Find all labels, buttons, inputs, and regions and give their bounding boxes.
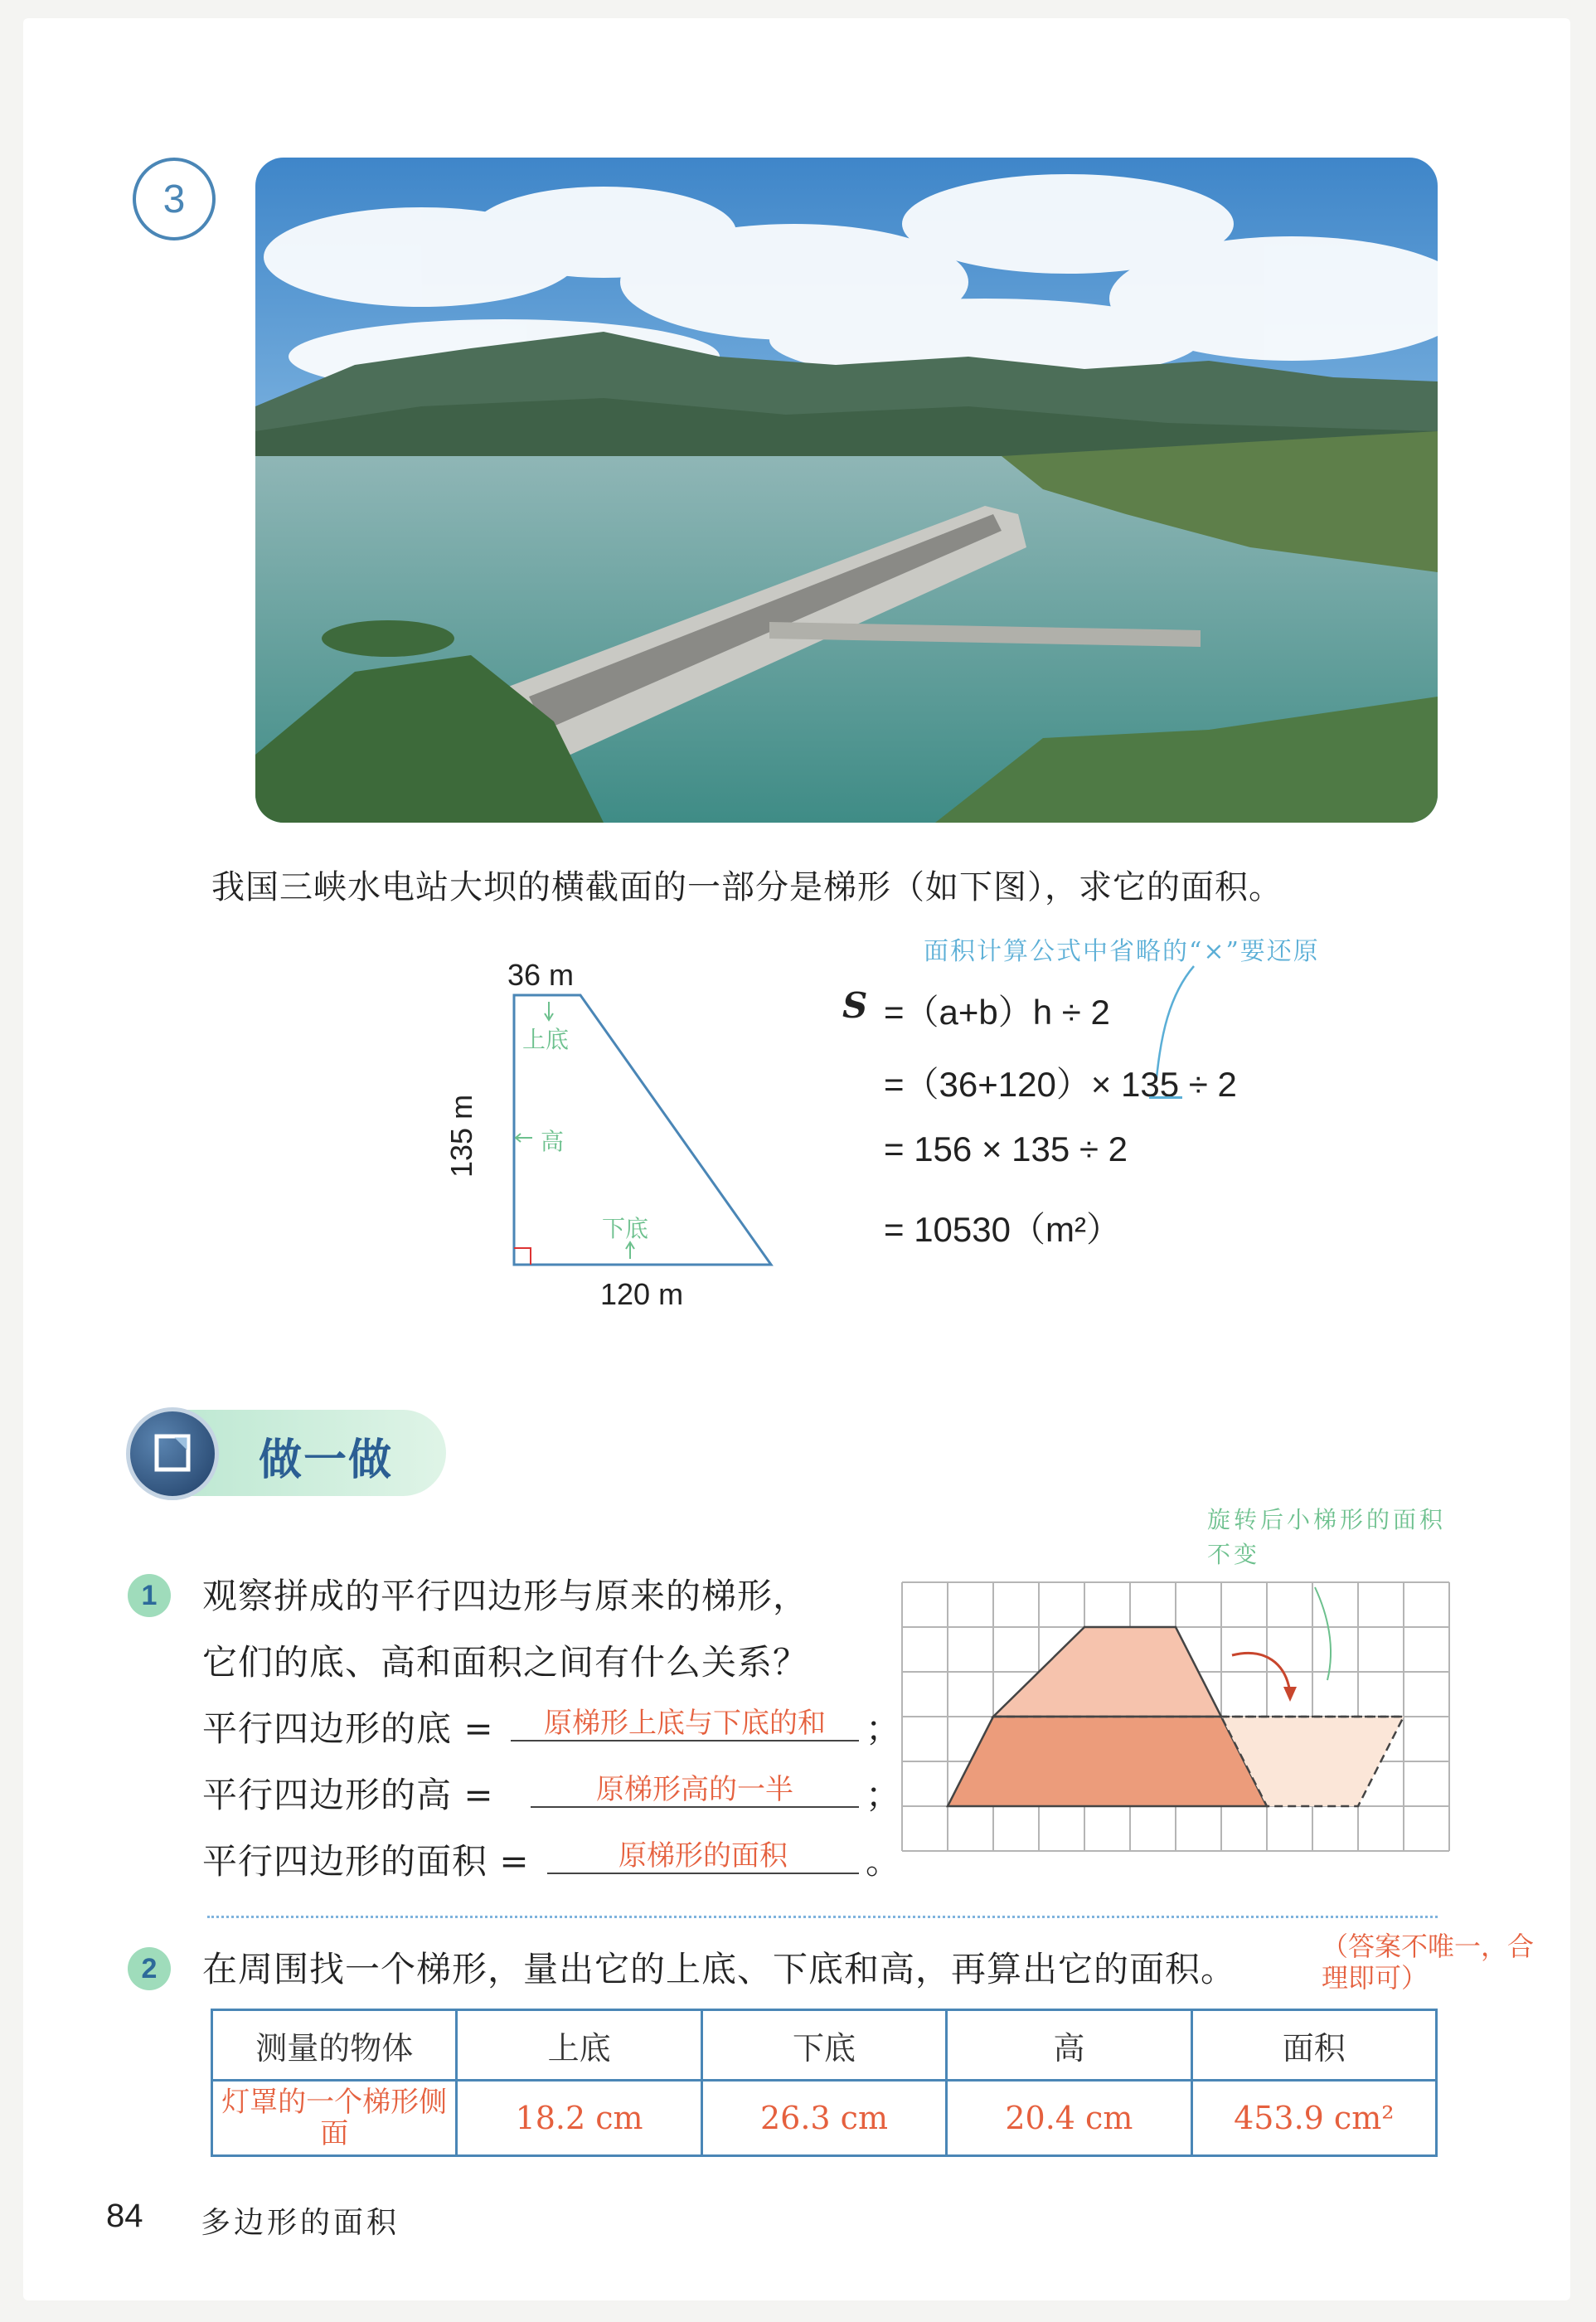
- formula-line-4: = 10530（m²）: [884, 1210, 1121, 1249]
- header-bottom-base: 下底: [701, 2010, 946, 2081]
- top-base-label: 36 m: [507, 958, 575, 992]
- cell-area: 453.9 cm²: [1191, 2081, 1436, 2156]
- q1-height-blank: [531, 1766, 859, 1808]
- formula-line-3: = 156 × 135 ÷ 2: [884, 1129, 1128, 1168]
- q1-area-answer: 原梯形的面积: [619, 1839, 788, 1873]
- dotted-separator: [207, 1916, 1438, 1918]
- height-label: 135 m: [444, 1094, 478, 1178]
- cell-top-base: 18.2 cm: [457, 2081, 701, 2156]
- grid-note: 旋转后小梯形的面积不变: [1207, 1506, 1447, 1568]
- header-object: 测量的物体: [212, 2010, 457, 2081]
- question-1-number: 1: [128, 1574, 171, 1617]
- header-top-base: 上底: [457, 2010, 701, 2081]
- formula-s: S: [842, 985, 868, 1026]
- q1-line-2: 它们的底、高和面积之间有什么关系？: [202, 1642, 809, 1683]
- period-1: 。: [866, 1841, 902, 1882]
- question-2-number: 2: [128, 1947, 171, 1990]
- section-title: 做一做: [259, 1435, 394, 1485]
- measurement-table: [211, 2009, 1438, 2157]
- three-gorges-dam-photo: [255, 158, 1438, 823]
- header-height: 高: [947, 2010, 1191, 2081]
- trapezoid-figure: [464, 954, 796, 1327]
- table-row: [212, 2081, 1437, 2156]
- bottom-base-label: 120 m: [600, 1277, 684, 1311]
- lower-base-note: 下底: [602, 1215, 649, 1242]
- formula-line-1: =（a+b）h ÷ 2: [884, 993, 1110, 1032]
- example-question: 我国三峡水电站大坝的横截面的一部分是梯形（如下图），求它的面积。: [211, 868, 1283, 906]
- page-number: 84: [106, 2198, 143, 2234]
- q1-height-label: 平行四边形的高 =: [202, 1775, 494, 1815]
- cell-height: 20.4 cm: [947, 2081, 1191, 2156]
- grid-figure: [900, 1581, 1453, 1854]
- upper-base-note: 上底: [522, 1026, 570, 1053]
- table-header-row: [212, 2010, 1437, 2081]
- practice-icon: [126, 1407, 219, 1500]
- q1-base-label: 平行四边形的底 =: [202, 1708, 494, 1749]
- multiply-underline: [1149, 1096, 1182, 1099]
- q1-area-label: 平行四边形的面积 =: [202, 1841, 530, 1882]
- formula-line-2: =（36+120）× 135 ÷ 2: [884, 1065, 1237, 1104]
- cell-object: 灯罩的一个梯形侧面: [212, 2081, 457, 2156]
- chapter-title: 多边形的面积: [201, 2206, 400, 2240]
- q1-area-blank: [547, 1833, 859, 1874]
- q1-height-answer: 原梯形高的一半: [596, 1773, 793, 1806]
- cell-bottom-base: 26.3 cm: [701, 2081, 946, 2156]
- q1-base-answer: 原梯形上底与下底的和: [544, 1707, 826, 1740]
- formula-note: 面积计算公式中省略的“×”要还原: [924, 937, 1320, 966]
- q2-note: （答案不唯一，合理即可）: [1322, 1931, 1535, 1994]
- header-area: 面积: [1191, 2010, 1436, 2081]
- semicolon-1: ；: [866, 1708, 902, 1749]
- q1-base-blank: [511, 1700, 859, 1742]
- height-note: 高: [541, 1128, 565, 1155]
- example-number: 3: [133, 158, 216, 240]
- semicolon-2: ；: [866, 1775, 902, 1815]
- q1-line-1: 观察拼成的平行四边形与原来的梯形，: [202, 1576, 809, 1616]
- q2-text: 在周围找一个梯形，量出它的上底、下底和高，再算出它的面积。: [202, 1949, 1237, 1989]
